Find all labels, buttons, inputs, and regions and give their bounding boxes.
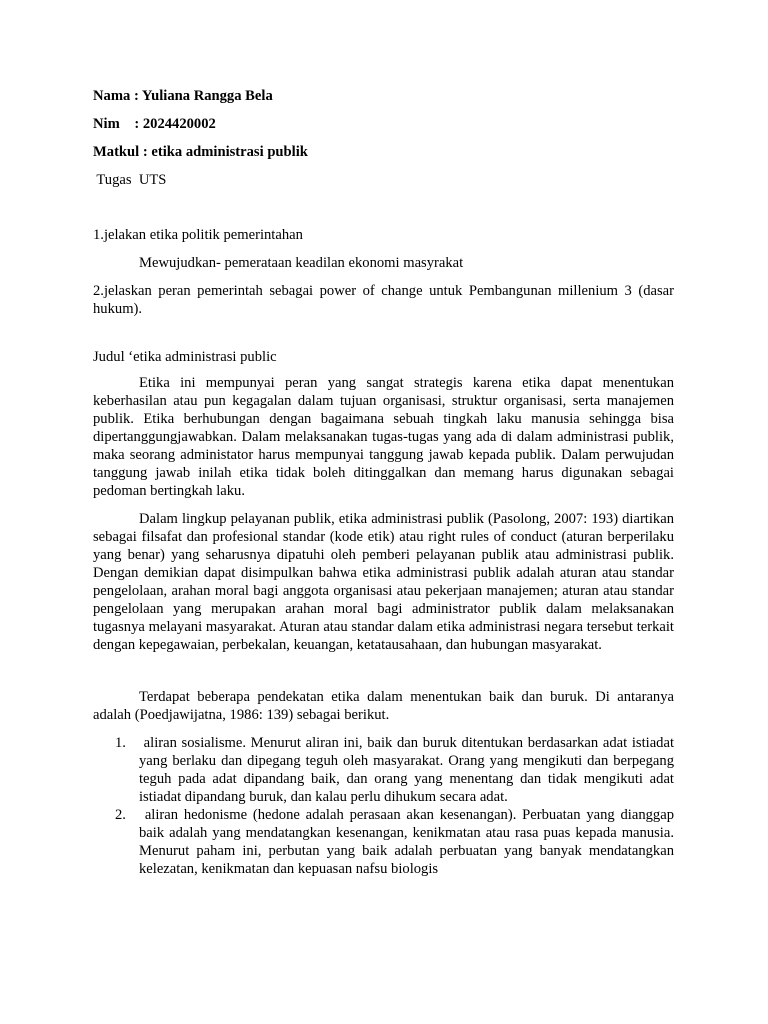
document-page <box>93 86 678 878</box>
paragraph-3: Terdapat beberapa pendekatan etika dalam menentukan baik dan buruk. Di antaranya adalah (Poedjawijatna, 1986: 139) sebagai berikut. <box>93 689 674 723</box>
list-item <box>93 806 678 878</box>
answer-1: Mewujudkan- pemerataan keadilan ekonomi masyrakat <box>139 255 464 271</box>
list-item <box>93 734 678 806</box>
list-item-text: aliran sosialisme. Menurut aliran ini, baik dan buruk ditentukan berdasarkan adat istiadat yang berlaku dan dipegang teguh oleh masyarakat. Orang yang mengikuti dan berpegang teguh pada adat dipandang baik, dan orang yang menentang dan tidak mengikuti adat istiadat dipandang buruk, dan kalau perlu dihukum secara adat. <box>139 735 678 805</box>
course-name: Matkul : etika administrasi publik <box>93 144 308 160</box>
paragraph-2: Dalam lingkup pelayanan publik, etika administrasi publik (Pasolong, 2007: 193) diartikan sebagai filsafat dan profesional standar (kode etik) atau right rules of conduct (aturan berperilaku yang benar) yang seharusnya dipatuhi oleh pemberi pelayanan publik atau administrasi publik. Dengan demikian dapat disimpulkan bahwa etika administrasi publik adalah aturan atau standar pengelolaan, arahan moral bagi anggota organisasi atau pekerjaan manajemen; aturan atau standar pengelolaan yang merupakan arahan moral bagi administrator publik dalam melaksanakan tugasnya melayani masyarakat. Aturan atau standar dalam etika administrasi negara tersebut terkait dengan kepegawaian, perbekalan, keuangan, ketatausahaan, dan hubungan masyarakat. <box>93 511 674 653</box>
list-item-number: 1. <box>115 735 126 751</box>
assignment-title: Tugas UTS <box>93 172 167 188</box>
paragraph-1: Etika ini mempunyai peran yang sangat strategis karena etika dapat menentukan keberhasilan atau pun kegagalan dalam tujuan organisasi, struktur organisasi, serta manajemen publik. Etika berhubungan dengan bagaimana sebuah tingkah laku manusia sehingga bisa dipertanggungjawabkan. Dalam melaksanakan tugas-tugas yang ada di dalam administrasi publik, maka seorang administator harus mempunyai tanggung jawab kepada publik. Dalam perwujudan tanggung jawab inilah etika tidak boleh ditinggalkan dan memang harus digunakan sebagai pedoman bertingkah laku. <box>93 375 674 499</box>
list-item-number: 2. <box>115 807 126 823</box>
section-title: Judul ‘etika administrasi public <box>93 349 277 365</box>
question-2: 2.jelaskan peran pemerintah sebagai power of change untuk Pembangunan millenium 3 (dasar hukum). <box>93 283 674 317</box>
student-name: Nama : Yuliana Rangga Bela <box>93 88 273 104</box>
list-item-text: aliran hedonisme (hedone adalah perasaan akan kesenangan). Perbuatan yang dianggap baik adalah yang mendatangkan kesenangan, kenikmatan atau rasa puas kepada manusia. Menurut paham ini, perbutan yang baik adalah perbuatan yang banyak mendatangkan kelezatan, kenikmatan dan kepuasan nafsu biologis <box>139 807 678 877</box>
student-nim: Nim : 2024420002 <box>93 116 216 132</box>
question-1: 1.jelakan etika politik pemerintahan <box>93 227 303 243</box>
